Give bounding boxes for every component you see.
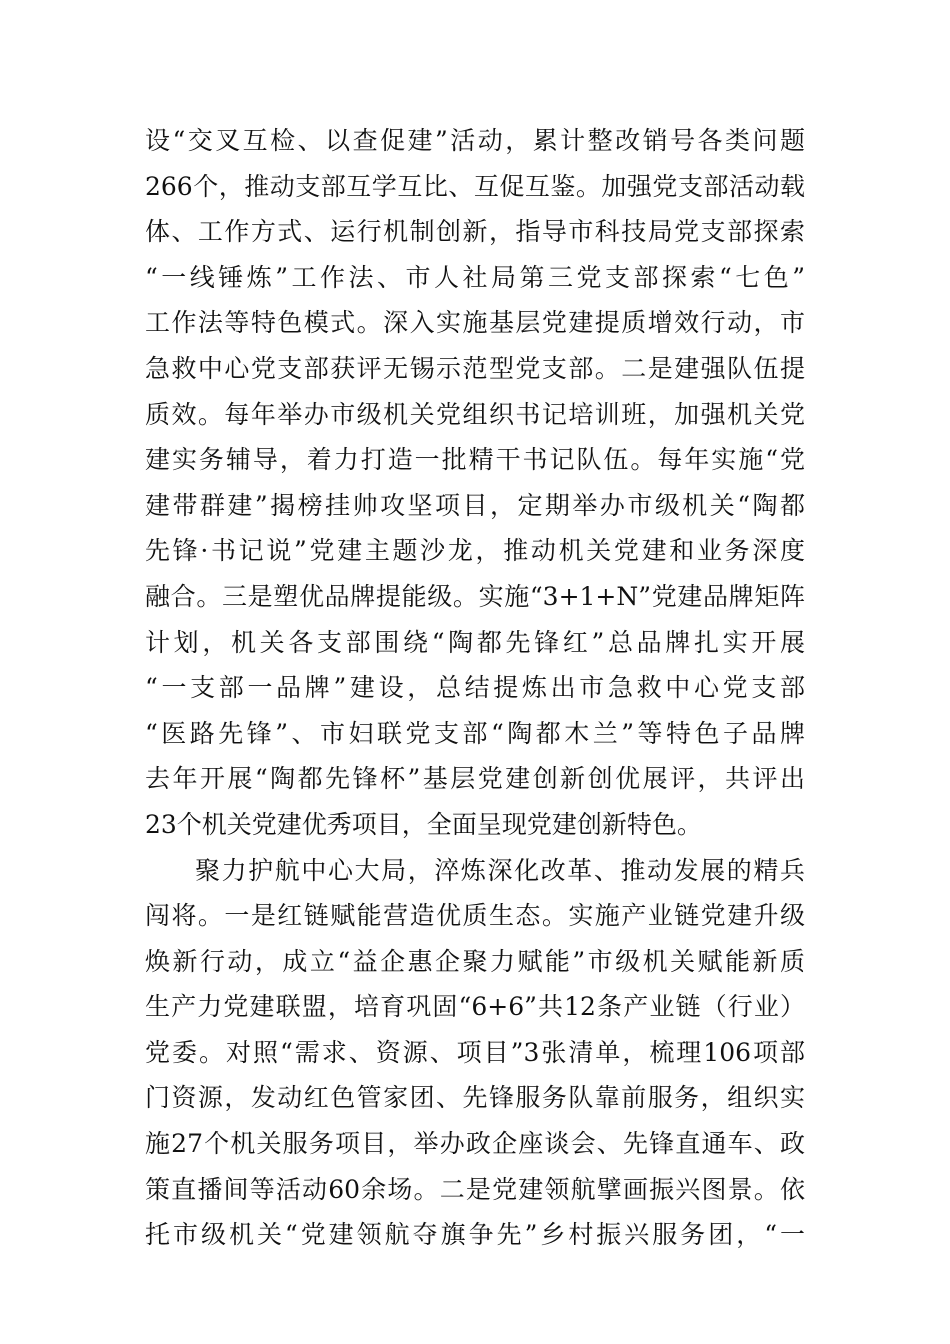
text-line: 设“交叉互检、以查促建”活动，累计整改销号各类问题 (145, 126, 805, 155)
text-line: 266个，推动支部互学互比、互促互鉴。加强党支部活动载 (145, 171, 805, 201)
text-line: 党委。对照“需求、资源、项目”3张清单，梳理106项部 (145, 1037, 805, 1067)
text-line: 聚力护航中心大局，淬炼深化改革、推动发展的精兵 (195, 855, 805, 885)
text-line: 急救中心党支部获评无锡示范型党支部。二是建强队伍提 (145, 353, 805, 383)
text-line: 生产力党建联盟，培育巩固“6+6”共12条产业链（行业） (145, 992, 805, 1022)
body-text (145, 118, 805, 1258)
text-line: 先锋·书记说”党建主题沙龙，推动机关党建和业务深度 (145, 536, 805, 566)
text-line: 门资源，发动红色管家团、先锋服务队靠前服务，组织实 (145, 1083, 805, 1113)
text-line: 托市级机关“党建领航夺旗争先”乡村振兴服务团，“一 (145, 1220, 805, 1250)
text-line: “医路先锋”、市妇联党支部“陶都木兰”等特色子品牌 (145, 718, 805, 748)
text-line: 融合。三是塑优品牌提能级。实施“3+1+N”党建品牌矩阵 (145, 581, 805, 611)
text-line: 焕新行动，成立“益企惠企聚力赋能”市级机关赋能新质 (145, 946, 805, 976)
text-line: 闯将。一是红链赋能营造优质生态。实施产业链党建升级 (145, 901, 805, 931)
text-line: “一支部一品牌”建设，总结提炼出市急救中心党支部 (145, 673, 805, 703)
paragraph-2 (145, 848, 805, 1258)
text-line: “一线锤炼”工作法、市人社局第三党支部探索“七色” (145, 262, 805, 292)
text-line: 体、工作方式、运行机制创新，指导市科技局党支部探索 (145, 217, 805, 247)
text-line: 工作法等特色模式。深入实施基层党建提质增效行动，市 (145, 308, 805, 338)
text-line: 施27个机关服务项目，举办政企座谈会、先锋直通车、政 (145, 1129, 805, 1159)
text-line: 建实务辅导，着力打造一批精干书记队伍。每年实施“党 (145, 445, 805, 475)
text-line: 策直播间等活动60余场。二是党建领航擘画振兴图景。依 (145, 1174, 805, 1204)
text-line: 建带群建”揭榜挂帅攻坚项目，定期举办市级机关“陶都 (145, 490, 805, 520)
text-line: 质效。每年举办市级机关党组织书记培训班，加强机关党 (145, 399, 805, 429)
text-line: 去年开展“陶都先锋杯”基层党建创新创优展评，共评出 (145, 764, 805, 794)
text-line: 23个机关党建优秀项目，全面呈现党建创新特色。 (145, 809, 702, 839)
text-line: 计划，机关各支部围绕“陶都先锋红”总品牌扎实开展 (145, 627, 805, 657)
paragraph-1 (145, 118, 805, 848)
